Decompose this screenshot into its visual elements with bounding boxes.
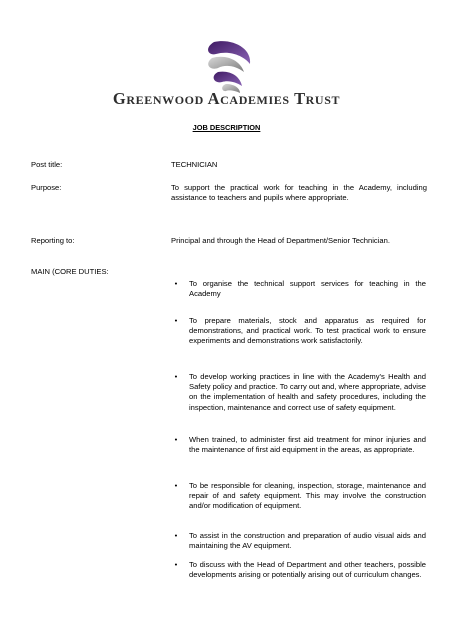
bullet: • bbox=[174, 372, 178, 381]
duty-text: When trained, to administer first aid treatment for minor injuries and the maintenance of first aid equipment in the areas, as appropriate. bbox=[189, 435, 426, 455]
field-label: Reporting to: bbox=[31, 236, 75, 245]
field-label: Purpose: bbox=[31, 183, 62, 192]
greenwood-logo bbox=[0, 38, 453, 94]
bullet: • bbox=[174, 279, 178, 288]
duty-text: To assist in the construction and preparation of audio visual aids and maintaining the AV equipment. bbox=[189, 531, 426, 551]
swirl-logo-icon bbox=[192, 38, 262, 94]
document-title: JOB DESCRIPTION bbox=[192, 123, 261, 132]
duty-text: To be responsible for cleaning, inspection, storage, maintenance and repair of and safety equipment. This may involve the construction and/or modification of equipment. bbox=[189, 481, 426, 511]
duty-text: To discuss with the Head of Department and other teachers, possible developments arising or potentially arising out of curriculum changes. bbox=[189, 560, 426, 580]
field-value: TECHNICIAN bbox=[171, 160, 218, 169]
brand-name: Greenwood Academies Trust bbox=[112, 89, 341, 108]
field-label: MAIN (CORE DUTIES: bbox=[31, 267, 109, 276]
duty-text: To organise the technical support services for teaching in the Academy bbox=[189, 279, 426, 299]
duty-text: To prepare materials, stock and apparatus as required for demonstrations, and practical work. To test practical work to ensure experiments and demonstrations work satisfactorily. bbox=[189, 316, 426, 346]
bullet: • bbox=[174, 531, 178, 540]
field-value: To support the practical work for teaching in the Academy, including assistance to teachers and pupils where appropriate. bbox=[171, 183, 427, 203]
bullet: • bbox=[174, 560, 178, 569]
field-value: Principal and through the Head of Department/Senior Technician. bbox=[171, 236, 390, 245]
duty-text: To develop working practices in line with the Academy's Health and Safety policy and practice. To carry out and, where appropriate, advise on the implementation of health and safety procedures, including the inspection, maintenance and correct use of safety equipment. bbox=[189, 372, 426, 412]
field-label: Post title: bbox=[31, 160, 63, 169]
bullet: • bbox=[174, 481, 178, 490]
bullet: • bbox=[174, 316, 178, 325]
bullet: • bbox=[174, 435, 178, 444]
